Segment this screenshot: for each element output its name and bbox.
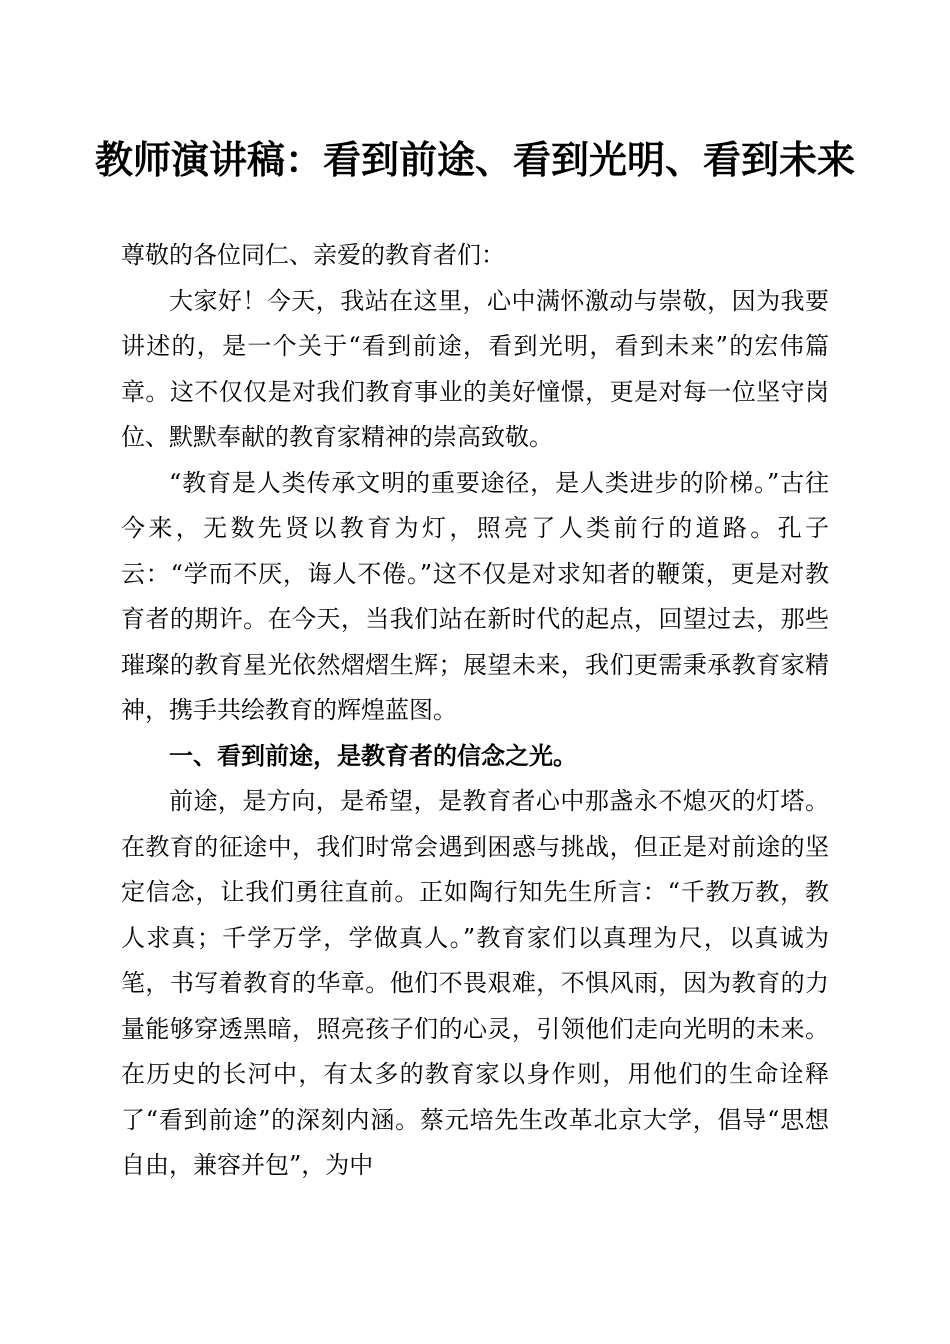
- document-body: [121, 233, 829, 1189]
- salutation: 尊敬的各位同仁、亲爱的教育者们：: [121, 241, 505, 269]
- section-paragraph: 前途，是方向，是希望，是教育者心中那盏永不熄灭的灯塔。在教育的征途中，我们时常会遇到困惑与挑战，但正是对前途的坚定信念，让我们勇往直前。正如陶行知先生所言：“千教万教，教人求真；千学万学，学做真人。”教育家们以真理为尺，以真诚为笔，书写着教育的华章。他们不畏艰难，不惧风雨，因为教育的力量能够穿透黑暗，照亮孩子们的心灵，引领他们走向光明的未来。在历史的长河中，有太多的教育家以身作则，用他们的生命诠释了“看到前途”的深刻内涵。蔡元培先生改革北京大学，倡导“思想自由，兼容并包”，为中: [121, 787, 829, 1179]
- paragraph-opening: 大家好！今天，我站在这里，心中满怀激动与崇敬，因为我要讲述的，是一个关于“看到前途，看到光明，看到未来”的宏伟篇章。这不仅仅是对我们教育事业的美好憧憬，更是对每一位坚守岗位、默默奉献的教育家精神的崇高致敬。: [121, 286, 829, 451]
- section-heading: 一、看到前途，是教育者的信念之光。: [169, 741, 577, 770]
- paragraph-quote: “教育是人类传承文明的重要途径，是人类进步的阶梯。”古往今来，无数先贤以教育为灯，照亮了人类前行的道路。孔子云：“学而不厌，诲人不倦。”这不仅是对求知者的鞭策，更是对教育者的期许。在今天，当我们站在新时代的起点，回望过去，那些璀璨的教育星光依然熠熠生辉；展望未来，我们更需秉承教育家精神，携手共绘教育的辉煌蓝图。: [121, 468, 829, 724]
- document-title: 教师演讲稿：看到前途、看到光明、看到未来: [94, 137, 855, 182]
